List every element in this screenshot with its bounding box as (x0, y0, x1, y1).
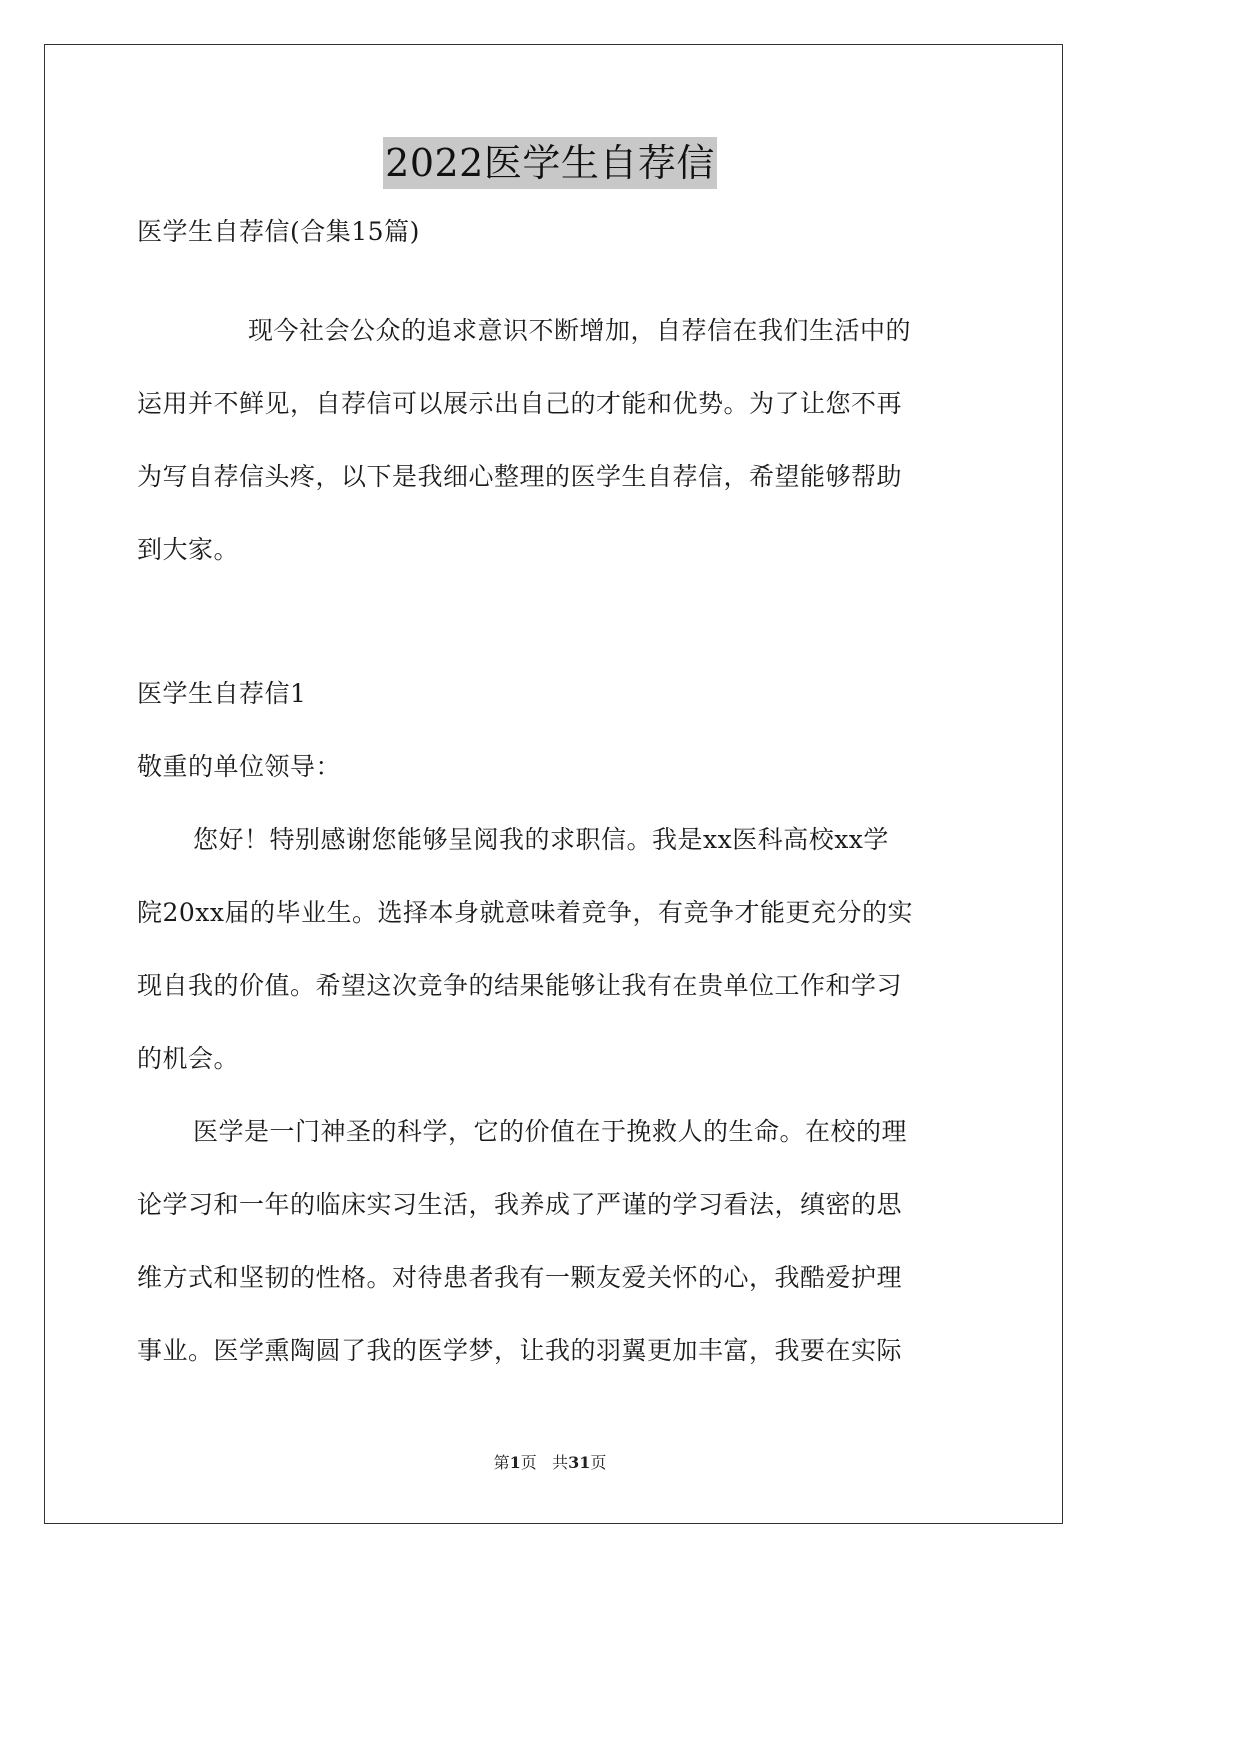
paragraph-line: 维方式和坚韧的性格。对待患者我有一颗友爱关怀的心，我酷爱护理 (137, 1263, 903, 1292)
page-suffix: 页 (520, 1453, 537, 1472)
paragraph-line: 的机会。 (137, 1044, 240, 1073)
page-number: 1 (509, 1453, 521, 1472)
title-container (0, 137, 1100, 189)
paragraph-line: 医学是一门神圣的科学，它的价值在于挽救人的生命。在校的理 (193, 1117, 908, 1146)
subtitle: 医学生自荐信(合集15篇) (137, 217, 420, 246)
paragraph-line: 院20xx届的毕业生。选择本身就意味着竞争，有竞争才能更充分的实 (137, 898, 914, 927)
paragraph-line: 您好！特别感谢您能够呈阅我的求职信。我是xx医科高校xx学 (193, 825, 889, 854)
total-pages: 31 (568, 1453, 591, 1472)
paragraph-line: 论学习和一年的临床实习生活，我养成了严谨的学习看法，缜密的思 (137, 1190, 903, 1219)
intro-line: 为写自荐信头疼，以下是我细心整理的医学生自荐信，希望能够帮助 (137, 462, 903, 491)
salutation: 敬重的单位领导： (137, 752, 342, 781)
page-footer (0, 1452, 1100, 1474)
paragraph-line: 事业。医学熏陶圆了我的医学梦，让我的羽翼更加丰富，我要在实际 (137, 1336, 903, 1365)
intro-line: 现今社会公众的追求意识不断增加，自荐信在我们生活中的 (248, 316, 912, 345)
page-prefix: 第 (493, 1453, 510, 1472)
intro-line: 运用并不鲜见，自荐信可以展示出自己的才能和优势。为了让您不再 (137, 389, 903, 418)
document-title: 2022医学生自荐信 (383, 137, 717, 189)
total-suffix: 页 (590, 1453, 607, 1472)
total-prefix: 共 (552, 1453, 569, 1472)
section-heading: 医学生自荐信1 (137, 679, 307, 708)
paragraph-line: 现自我的价值。希望这次竞争的结果能够让我有在贵单位工作和学习 (137, 971, 903, 1000)
intro-line: 到大家。 (137, 535, 240, 564)
